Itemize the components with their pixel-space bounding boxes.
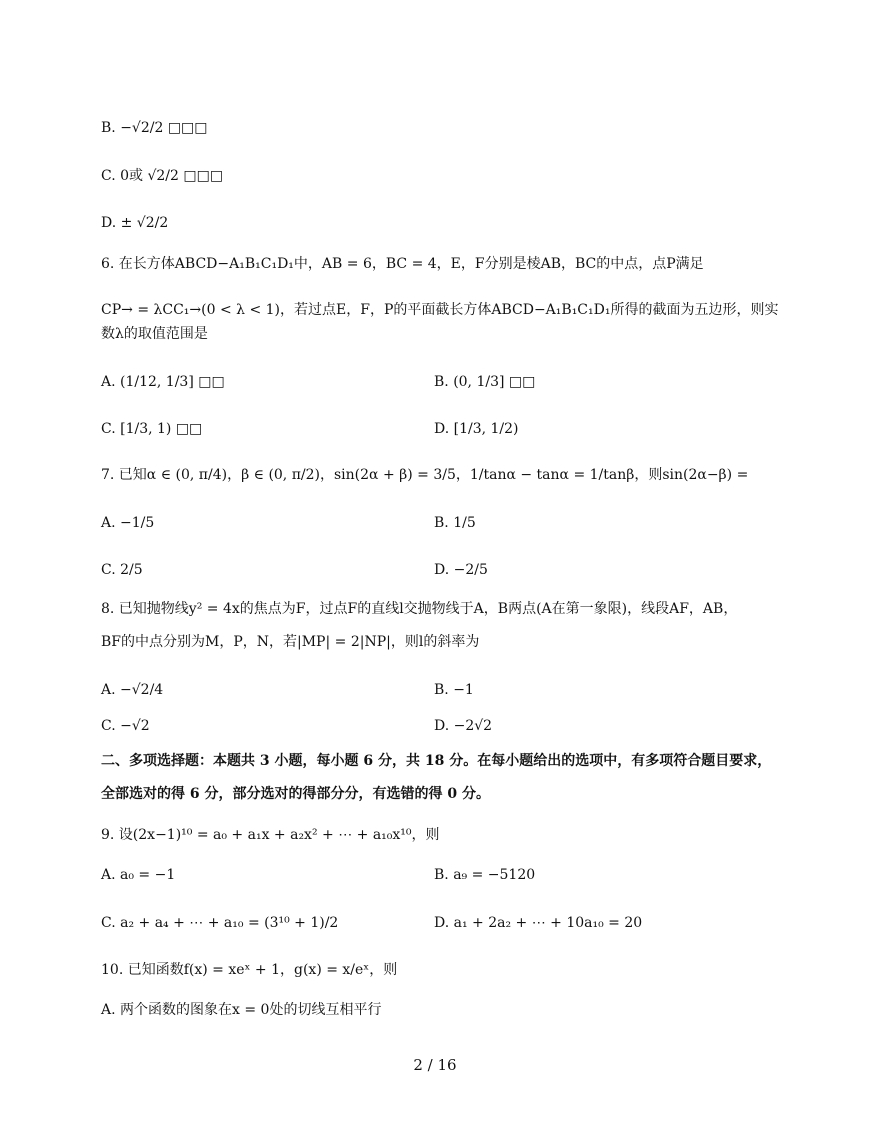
- section-heading-line1: 二、多项选择题：本题共 3 小题，每小题 6 分，共 18 分。在每小题给出的选项中，有多项符合题目要求，: [101, 753, 772, 769]
- q6-option-a: A. (1/12, 1/3] □□: [101, 374, 225, 390]
- q6-stem-line2: CP→ = λCC₁→(0 < λ < 1)，若过点E，F，P的平面截长方体ABCD−A₁B₁C₁D₁所得的截面为五边形，则实: [101, 302, 779, 318]
- q6-stem-line3: 数λ的取值范围是: [101, 326, 208, 342]
- q8-stem-line2: BF的中点分别为M，P，N，若|MP| = 2|NP|，则l的斜率为: [101, 634, 480, 650]
- q6-stem-line1: 6. 在长方体ABCD−A₁B₁C₁D₁中，AB = 6，BC = 4，E，F分别是棱AB，BC的中点，点P满足: [101, 256, 704, 272]
- q8-stem-line1: 8. 已知抛物线y² = 4x的焦点为F，过点F的直线l交抛物线于A，B两点(A在第一象限)，线段AF，AB，: [101, 601, 738, 617]
- q9-option-c: C. a₂ + a₄ + ⋯ + a₁₀ = (3¹⁰ + 1)/2: [101, 915, 339, 931]
- q6-option-b: B. (0, 1/3] □□: [434, 374, 536, 390]
- q7-option-c: C. 2/5: [101, 562, 143, 578]
- q5-option-d: D. ± √2/2: [101, 215, 169, 231]
- q6-option-d: D. [1/3, 1/2): [434, 421, 519, 437]
- page-number: 2 / 16: [413, 1056, 457, 1074]
- q9-option-d: D. a₁ + 2a₂ + ⋯ + 10a₁₀ = 20: [434, 915, 643, 931]
- q10-stem: 10. 已知函数f(x) = xeˣ + 1，g(x) = x/eˣ，则: [101, 962, 398, 978]
- q7-stem: 7. 已知α ∈ (0, π/4)，β ∈ (0, π/2)，sin(2α + β) = 3/5，1/tanα − tanα = 1/tanβ，则sin(2α−β) =: [101, 467, 749, 483]
- q8-option-c: C. −√2: [101, 718, 150, 734]
- q9-option-a: A. a₀ = −1: [101, 867, 176, 883]
- q8-option-b: B. −1: [434, 682, 474, 698]
- q10-option-a: A. 两个函数的图象在x = 0处的切线互相平行: [101, 1002, 382, 1018]
- section-heading-line2: 全部选对的得 6 分，部分选对的得部分分，有选错的得 0 分。: [101, 786, 490, 802]
- q8-option-d: D. −2√2: [434, 718, 493, 734]
- q6-option-c: C. [1/3, 1) □□: [101, 421, 203, 437]
- q5-option-b: B. −√2/2 □□□: [101, 120, 208, 136]
- q8-option-a: A. −√2/4: [101, 682, 164, 698]
- q9-option-b: B. a₉ = −5120: [434, 867, 536, 883]
- q7-option-d: D. −2/5: [434, 562, 488, 578]
- q7-option-b: B. 1/5: [434, 515, 476, 531]
- q7-option-a: A. −1/5: [101, 515, 155, 531]
- q9-stem: 9. 设(2x−1)¹⁰ = a₀ + a₁x + a₂x² + ⋯ + a₁₀x¹⁰，则: [101, 827, 440, 843]
- q5-option-c: C. 0或 √2/2 □□□: [101, 168, 224, 184]
